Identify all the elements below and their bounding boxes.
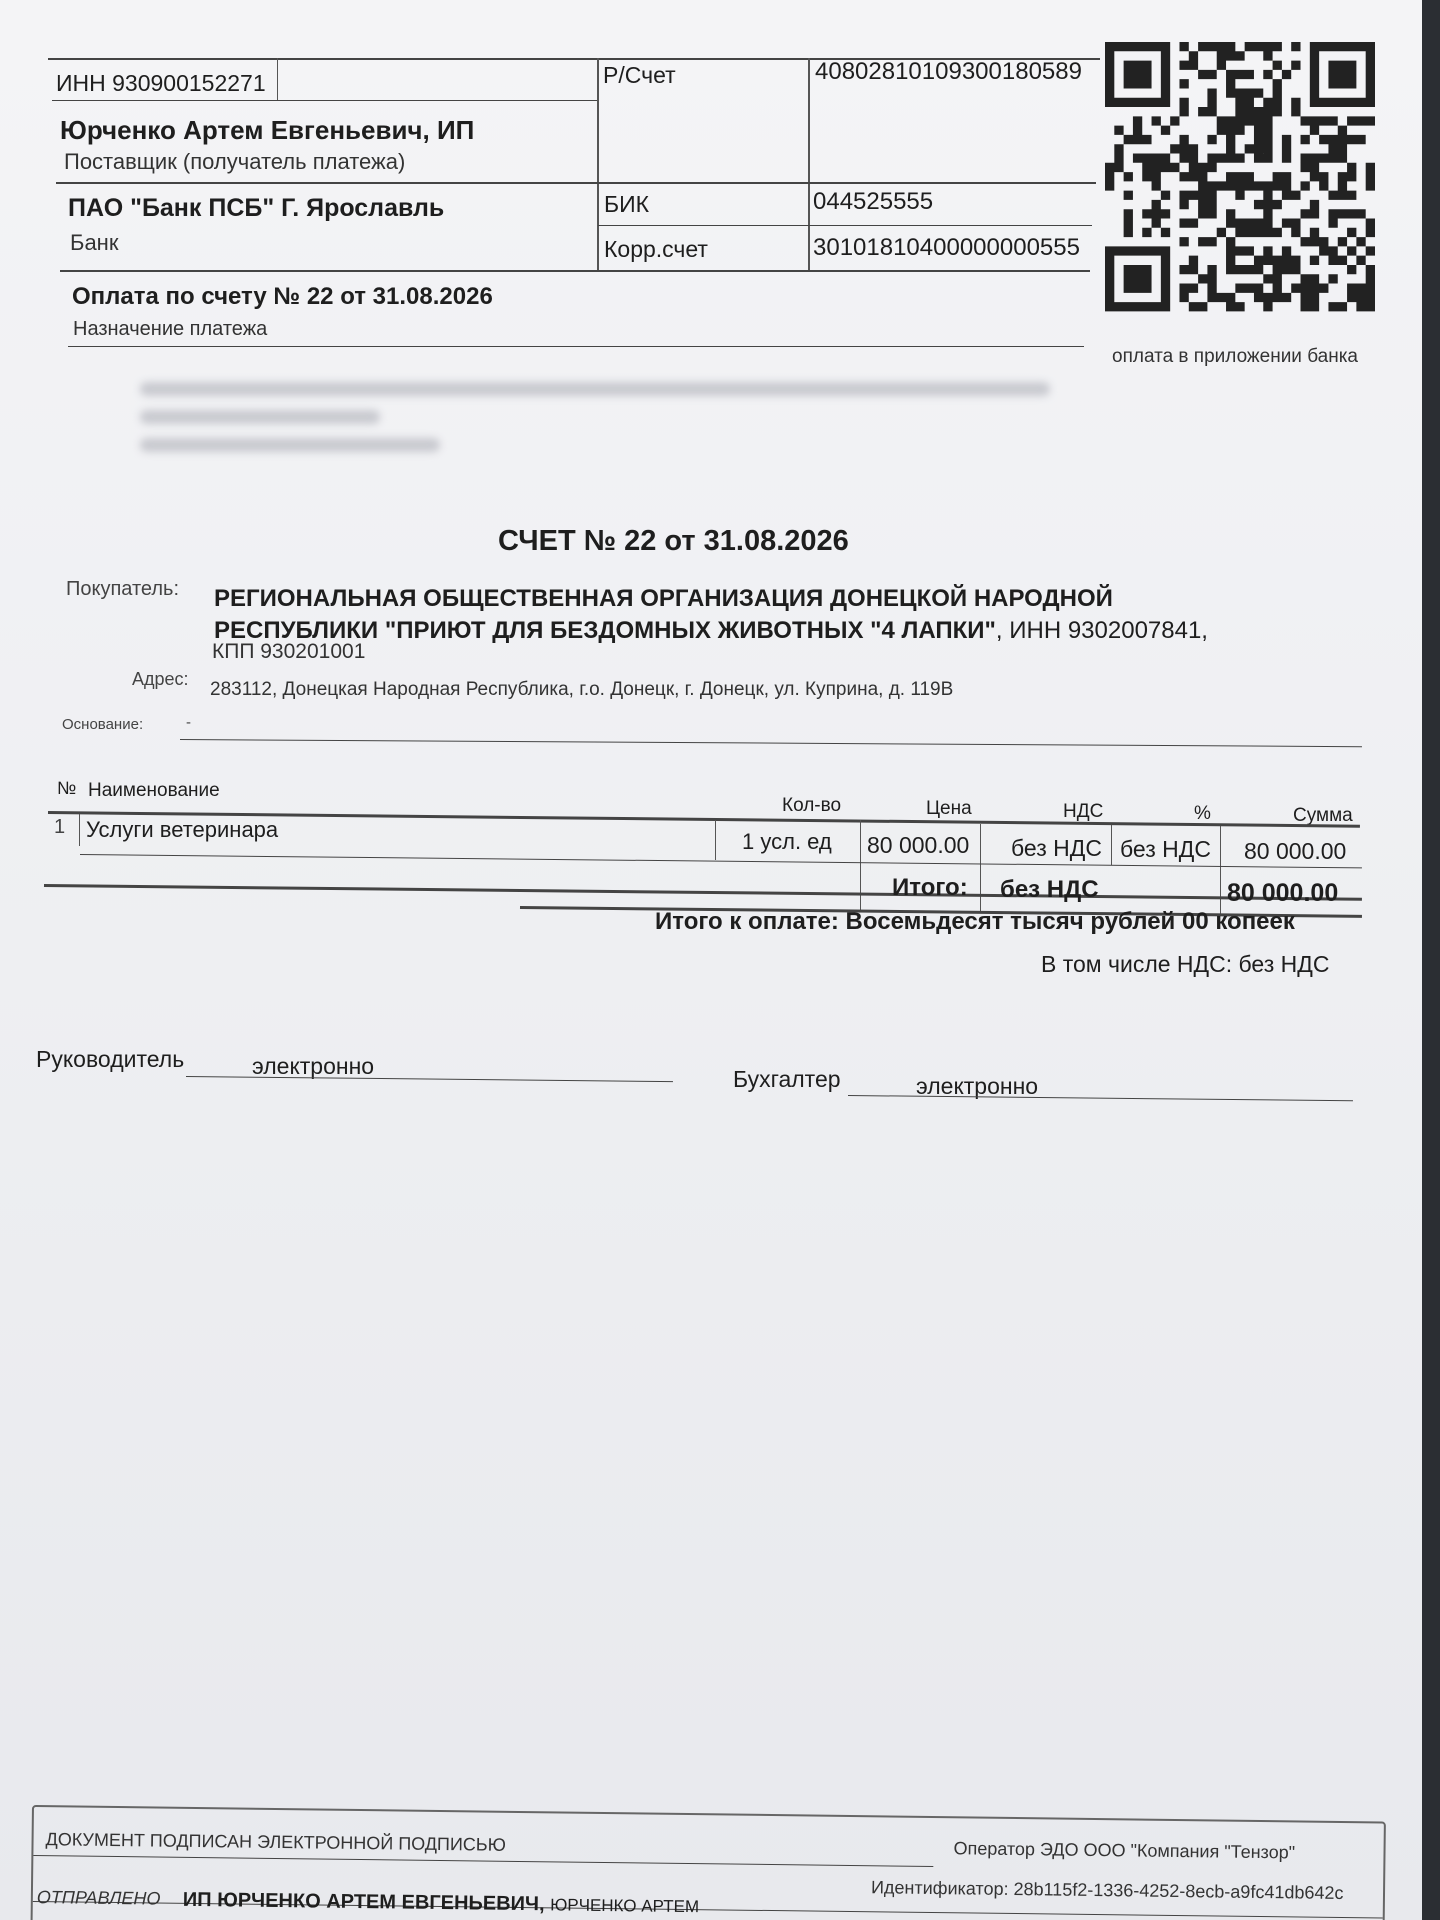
basis-value: - xyxy=(186,714,191,731)
redacted-line xyxy=(140,438,440,452)
redacted-line xyxy=(140,382,1050,396)
col-header-vat: НДС xyxy=(1063,801,1104,822)
row-price: 80 000.00 xyxy=(867,832,970,858)
edo-operator: Оператор ЭДО ООО "Компания "Тензор" xyxy=(953,1838,1296,1863)
corr-value: 30101810400000000555 xyxy=(813,234,1080,261)
cell-divider xyxy=(860,820,861,910)
col-header-qty: Кол-во xyxy=(782,795,842,816)
edo-divider xyxy=(33,1855,933,1867)
col-header-sum: Сумма xyxy=(1293,805,1353,826)
buyer-inn: , ИНН 9302007841, xyxy=(995,617,1208,644)
head-signature-value: электронно xyxy=(252,1053,375,1079)
buyer-kpp: КПП 930201001 xyxy=(212,640,366,663)
edo-identifier: Идентификатор: 28b115f2-1336-4252-8ecb-a9fc41db642c xyxy=(870,1877,1344,1904)
cell-divider xyxy=(980,824,981,912)
account-number: 40802810109300180589 xyxy=(815,58,1082,85)
vat-included: В том числе НДС: без НДС xyxy=(1041,951,1330,977)
total-label: Итого: xyxy=(892,874,968,901)
row-pct: без НДС xyxy=(1120,836,1211,862)
col-header-name: Наименование xyxy=(88,780,220,801)
edo-signed-text: ДОКУМЕНТ ПОДПИСАН ЭЛЕКТРОННОЙ ПОДПИСЬЮ xyxy=(45,1829,506,1855)
corr-label: Корр.счет xyxy=(604,236,708,262)
supplier-name: Юрченко Артем Евгеньевич, ИП xyxy=(60,115,475,145)
basis-label: Основание: xyxy=(62,716,144,733)
purpose-bottom-border xyxy=(68,346,1084,347)
redacted-line xyxy=(140,410,380,424)
bank-row-border xyxy=(56,182,1096,184)
buyer-name-line2: РЕСПУБЛИКИ "ПРИЮТ ДЛЯ БЕЗДОМНЫХ ЖИВОТНЫХ "4 ЛАПКИ" xyxy=(214,617,996,644)
qr-code-icon xyxy=(1105,42,1375,330)
address-label: Адрес: xyxy=(132,669,189,689)
edo-sent-by-extra: ЮРЧЕНКО АРТЕМ xyxy=(550,1895,700,1917)
supplier-inn: ИНН 930900152271 xyxy=(56,70,266,96)
edo-stamp xyxy=(30,1805,1386,1920)
invoice-title: СЧЕТ № 22 от 31.08.2026 xyxy=(498,525,849,557)
row-no: 1 xyxy=(54,816,66,838)
bik-value: 044525555 xyxy=(813,188,934,215)
edo-sent-label: ОТПРАВЛЕНО xyxy=(36,1887,161,1909)
column-divider-2 xyxy=(808,58,810,270)
purpose-top-border xyxy=(60,270,1090,272)
inn-divider xyxy=(277,58,278,100)
total-to-pay: Итого к оплате: Восемьдесят тысяч рублей 00 копеек xyxy=(655,908,1295,935)
inn-row-border xyxy=(52,100,597,101)
buyer-label: Покупатель: xyxy=(66,578,180,600)
accountant-signature-value: электронно xyxy=(916,1073,1039,1099)
col-header-price: Цена xyxy=(926,798,972,819)
payment-purpose-label: Назначение платежа xyxy=(73,318,268,340)
bik-label: БИК xyxy=(604,191,650,217)
total-sum: 80 000.00 xyxy=(1227,879,1339,907)
account-label: Р/Счет xyxy=(603,62,676,88)
bank-name: ПАО "Банк ПСБ" Г. Ярославль xyxy=(68,194,445,222)
edo-sent-by: ИП ЮРЧЕНКО АРТЕМ ЕВГЕНЬЕВИЧ, xyxy=(182,1888,545,1916)
address-value: 283112, Донецкая Народная Республика, г.о. Донецк, г. Донецк, ул. Куприна, д. 119В xyxy=(210,679,954,700)
bank-label: Банк xyxy=(70,230,119,255)
cell-divider xyxy=(79,814,80,846)
column-divider-1 xyxy=(597,58,599,270)
supplier-role: Поставщик (получатель платежа) xyxy=(64,149,406,174)
edo-sent-by-wrap xyxy=(183,1889,700,1918)
payment-purpose: Оплата по счету № 22 от 31.08.2026 xyxy=(72,283,493,310)
basis-underline xyxy=(180,739,1362,747)
accountant-signature-label: Бухгалтер xyxy=(733,1066,841,1092)
bik-row-border xyxy=(598,225,1092,226)
row-name: Услуги ветеринара xyxy=(86,817,279,842)
head-signature-label: Руководитель xyxy=(36,1046,185,1072)
table-bottom-border xyxy=(44,884,1362,901)
cell-divider xyxy=(1111,825,1112,865)
col-header-no: № xyxy=(57,778,77,798)
qr-caption: оплата в приложении банка xyxy=(1112,346,1358,367)
buyer-name-line1: РЕГИОНАЛЬНАЯ ОБЩЕСТВЕННАЯ ОРГАНИЗАЦИЯ ДОНЕЦКОЙ НАРОДНОЙ xyxy=(214,585,1113,612)
row-vat: без НДС xyxy=(1011,835,1102,861)
cell-divider xyxy=(1220,826,1221,914)
cell-divider xyxy=(715,820,716,860)
row-sum: 80 000.00 xyxy=(1244,838,1347,864)
col-header-pct: % xyxy=(1194,803,1211,824)
total-vat: без НДС xyxy=(1000,876,1099,903)
row-qty: 1 усл. ед xyxy=(742,829,832,854)
